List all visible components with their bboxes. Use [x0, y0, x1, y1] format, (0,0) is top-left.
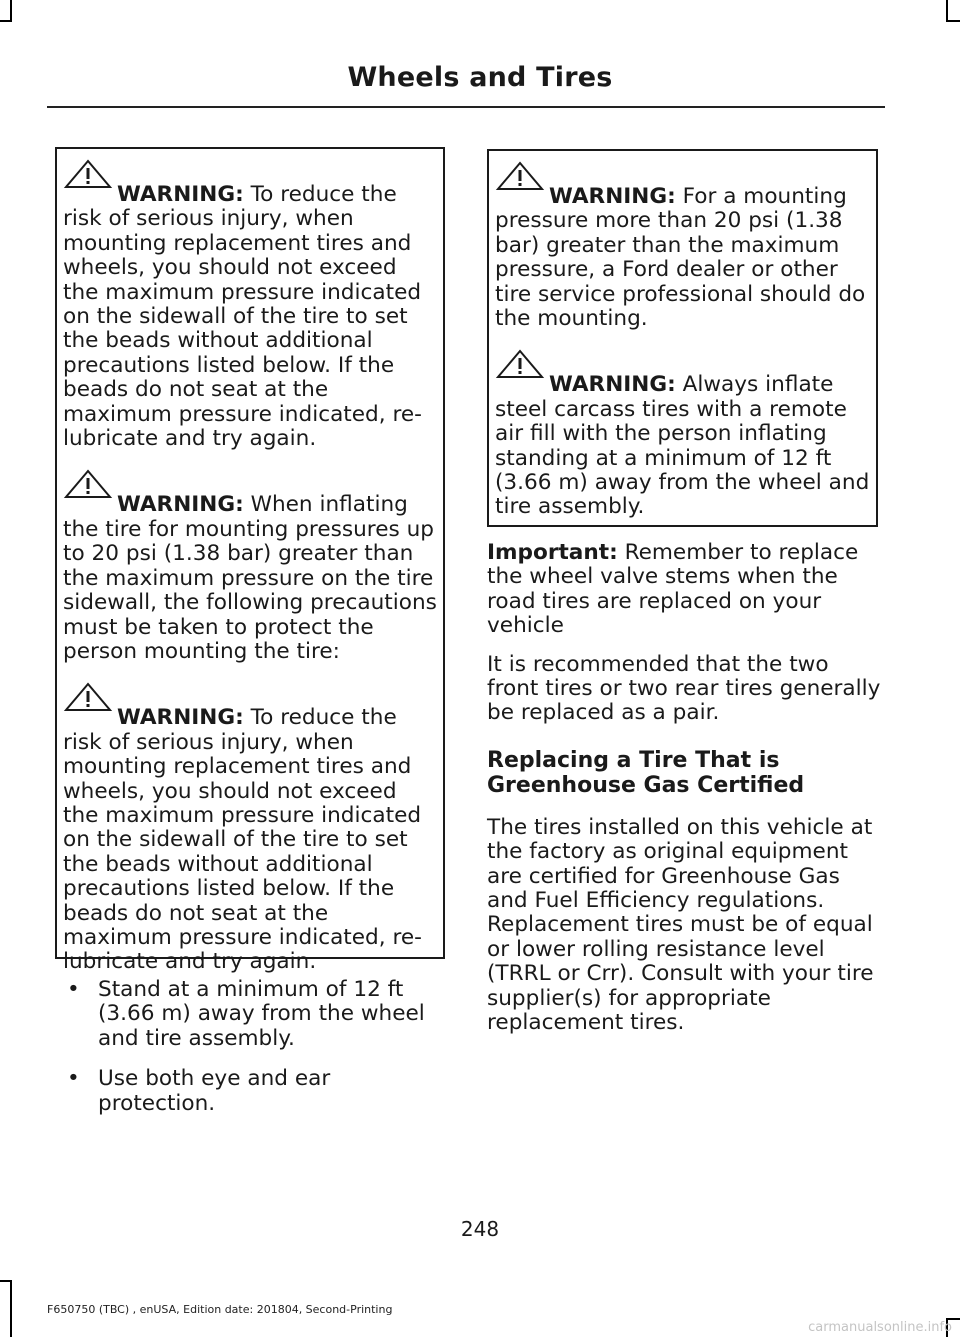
important-note	[487, 541, 882, 639]
bullet-text: Use both eye and ear protection.	[98, 1066, 331, 1116]
crop-mark	[10, 1280, 12, 1337]
paragraph: The tires installed on this vehicle at the factory as original equipment are certified for Greenhouse Gas and Fuel Efficiency regulations. Replacement tires must be of equal or lower rolling resistance level (TRRL or Crr). Consult with your tire supplier(s) for appropriate replacement tires.	[487, 814, 874, 1036]
crop-mark	[0, 1280, 12, 1282]
section-heading: Replacing a Tire That is Greenhouse Gas Certified	[487, 747, 805, 798]
important-text: Remember to replace the wheel valve stems when the road tires are replaced on your vehicle	[487, 540, 859, 639]
warning-text: For a mounting pressure more than 20 psi (1.38 bar) greater than the maximum pressure, a Ford dealer or other tire service professional should do the mounting.	[495, 184, 866, 332]
page-number: 248	[460, 1217, 500, 1241]
warning-block	[495, 349, 870, 519]
warning-text: To reduce the risk of serious injury, when mounting replacement tires and wheels, you should not exceed the maximum pressure indicated on the sidewall of the tire to set the beads without additional precautions listed below. If the beads do not seat at the maximum pressure indicated, re-lubricate and try again.	[63, 182, 422, 452]
list-item	[55, 1067, 450, 1116]
warning-block	[63, 159, 437, 451]
warning-text: Always inflate steel carcass tires with a remote air fill with the person inflating standing at a minimum of 12 ft (3.66 m) away from the wheel and tire assembly.	[495, 372, 870, 520]
warning-label: WARNING:	[549, 184, 676, 209]
warning-block	[63, 469, 437, 664]
watermark: carmanualsonline.info	[808, 1320, 952, 1335]
warning-label: WARNING:	[117, 492, 244, 518]
important-label: Important:	[487, 540, 618, 565]
warning-triangle-icon	[495, 161, 545, 191]
warning-triangle-icon	[63, 159, 113, 189]
bullet-text: Stand at a minimum of 12 ft (3.66 m) away from the wheel and tire assembly.	[98, 977, 425, 1051]
footer-edition-info: F650750 (TBC) , enUSA, Edition date: 201804, Second-Printing	[47, 1303, 393, 1316]
warning-label: WARNING:	[117, 705, 244, 731]
crop-mark	[0, 20, 12, 22]
crop-mark	[10, 0, 12, 22]
warning-triangle-icon	[63, 682, 113, 712]
page-title: Wheels and Tires	[347, 62, 613, 93]
left-bullet-list	[55, 978, 450, 1132]
list-item	[55, 978, 450, 1051]
warning-text: When inflating the tire for mounting pressures up to 20 psi (1.38 bar) greater than the maximum pressure on the tire sidewall, the following precautions must be taken to protect the person mounting the tire:	[63, 492, 437, 664]
warning-label: WARNING:	[549, 372, 676, 398]
crop-mark	[946, 0, 948, 22]
right-warning-box	[487, 149, 878, 527]
left-warning-box	[55, 147, 445, 975]
warning-block	[63, 682, 437, 974]
crop-mark	[946, 20, 960, 22]
warning-triangle-icon	[63, 469, 113, 499]
warning-block	[495, 161, 870, 331]
header-divider	[47, 106, 885, 108]
right-body	[487, 541, 882, 1050]
bullet-symbol: •	[67, 1066, 80, 1092]
warning-triangle-icon	[495, 349, 545, 379]
warning-label: WARNING:	[117, 182, 244, 207]
bullet-symbol: •	[67, 977, 80, 1002]
paragraph: It is recommended that the two front tires or two rear tires generally be replaced as a pair.	[487, 651, 881, 726]
warning-text: To reduce the risk of serious injury, when mounting replacement tires and wheels, you should not exceed the maximum pressure indicated on the sidewall of the tire to set the beads without additional precautions listed below. If the beads do not seat at the maximum pressure indicated, re-lubricate and try again.	[63, 705, 422, 975]
